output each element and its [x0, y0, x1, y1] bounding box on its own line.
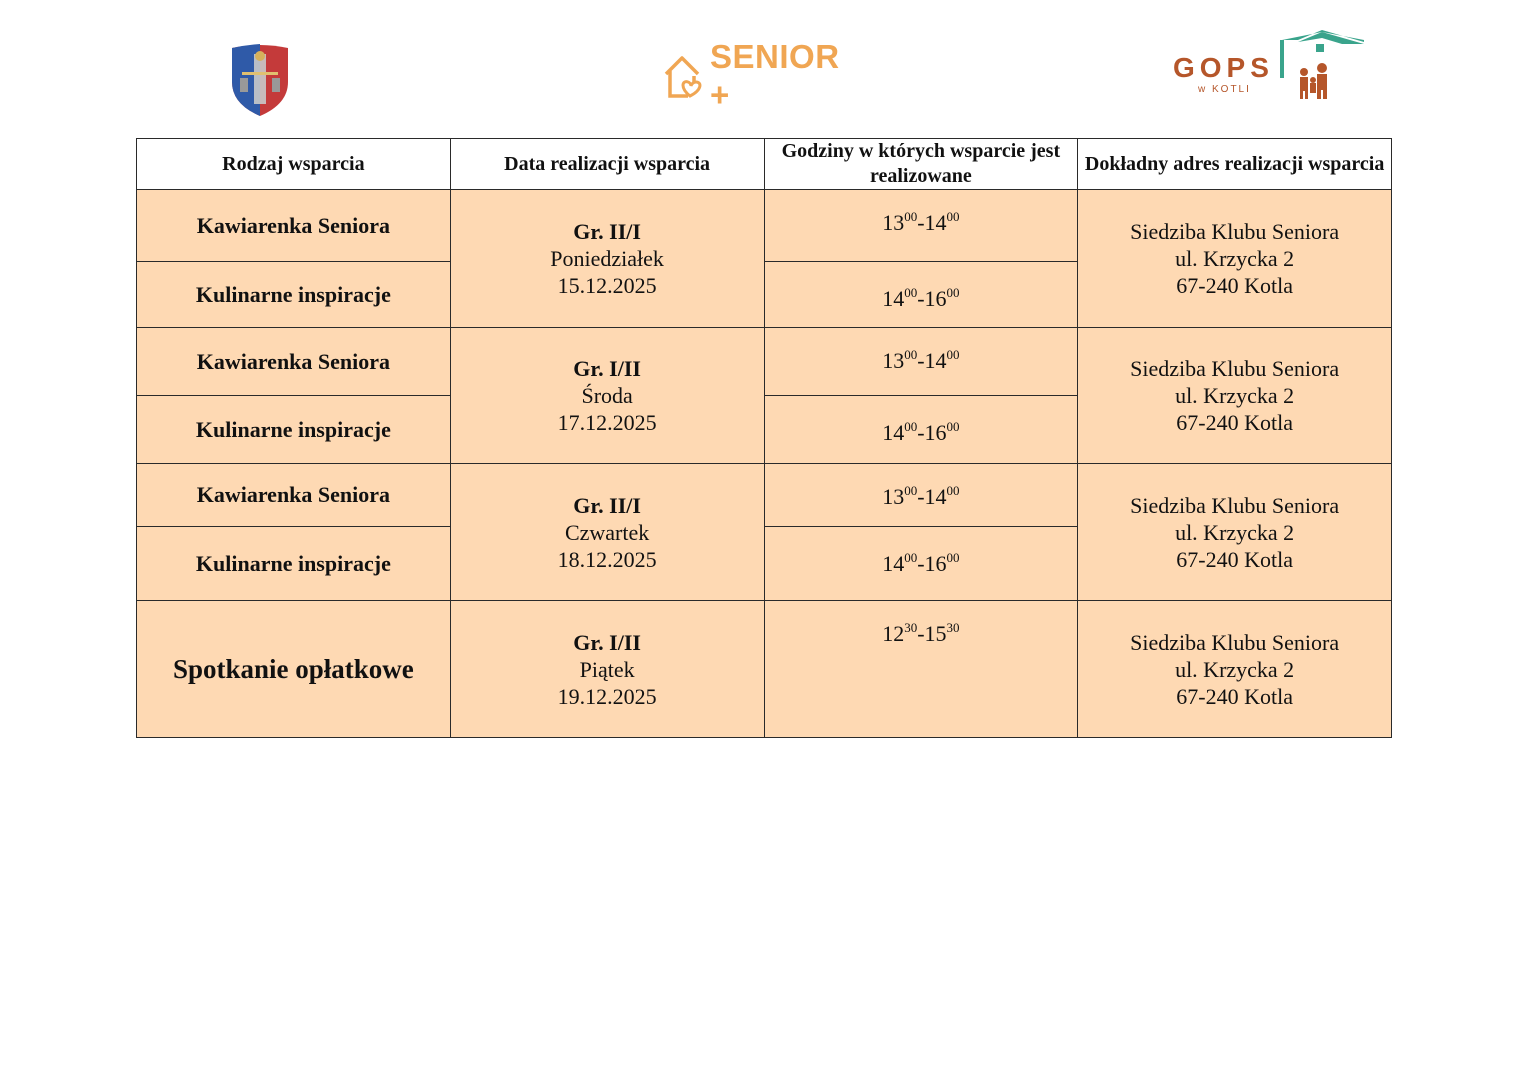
group-label: Gr. I/II [573, 356, 641, 381]
time-cell: $13^{00}-14^{00}$ [764, 328, 1078, 396]
time-cell: $14^{00}-16^{00}$ [764, 262, 1078, 328]
header-rodzaj: Rodzaj wsparcia [137, 139, 451, 190]
time-cell: $13^{00}-14^{00}$ [764, 464, 1078, 527]
time-cell: $12^{30}-15^{30}$ [764, 601, 1078, 738]
group-label: Gr. II/I [573, 219, 641, 244]
date-cell [450, 464, 764, 601]
support-type: Kulinarne inspiracje [137, 396, 451, 464]
gops-text: GOPS [1173, 52, 1274, 83]
support-type: Kawiarenka Seniora [137, 190, 451, 262]
table-row [137, 601, 1392, 738]
support-type: Kulinarne inspiracje [137, 262, 451, 328]
day-label: Poniedziałek [550, 246, 664, 271]
gops-logo [1170, 28, 1370, 104]
support-type: Spotkanie opłatkowe [137, 601, 451, 738]
schedule-table [136, 138, 1392, 738]
coat-of-arms-logo [228, 42, 292, 118]
date-label: 15.12.2025 [557, 273, 657, 298]
support-type: Kulinarne inspiracje [137, 527, 451, 601]
day-label: Piątek [579, 656, 635, 682]
house-heart-icon [660, 52, 708, 100]
address-cell: Siedziba Klubu Seniora ul. Krzycka 2 67-240 Kotla [1078, 601, 1392, 738]
date-label: 17.12.2025 [557, 410, 657, 435]
address-cell: Siedziba Klubu Seniora ul. Krzycka 2 67-240 Kotla [1078, 190, 1392, 328]
header-godziny: Godziny w których wsparcie jest realizowane [764, 139, 1078, 190]
date-cell [450, 601, 764, 738]
day-label: Czwartek [564, 519, 650, 545]
header-row [137, 139, 1392, 190]
time-cell: $14^{00}-16^{00}$ [764, 396, 1078, 464]
time-cell: $14^{00}-16^{00}$ [764, 527, 1078, 601]
date-label: 18.12.2025 [557, 546, 657, 572]
header-adres: Dokładny adres realizacji wsparcia [1078, 139, 1392, 190]
senior-plus-logo [660, 38, 860, 113]
table-row [137, 328, 1392, 396]
table-row [137, 190, 1392, 262]
group-label: Gr. II/I [573, 492, 641, 518]
group-label: Gr. I/II [573, 629, 641, 655]
address-cell: Siedziba Klubu Seniora ul. Krzycka 2 67-240 Kotla [1078, 464, 1392, 601]
gops-subtitle: w KOTLI [1198, 84, 1251, 95]
time-cell: $13^{00}-14^{00}$ [764, 190, 1078, 262]
day-label: Środa [581, 383, 633, 408]
table-row [137, 464, 1392, 527]
header-data: Data realizacji wsparcia [450, 139, 764, 190]
support-type: Kawiarenka Seniora [137, 328, 451, 396]
senior-plus-text: SENIOR + [710, 38, 840, 113]
date-cell [450, 190, 764, 328]
support-type: Kawiarenka Seniora [137, 464, 451, 527]
address-cell: Siedziba Klubu Seniora ul. Krzycka 2 67-240 Kotla [1078, 328, 1392, 464]
date-cell [450, 328, 764, 464]
date-label: 19.12.2025 [557, 683, 657, 709]
